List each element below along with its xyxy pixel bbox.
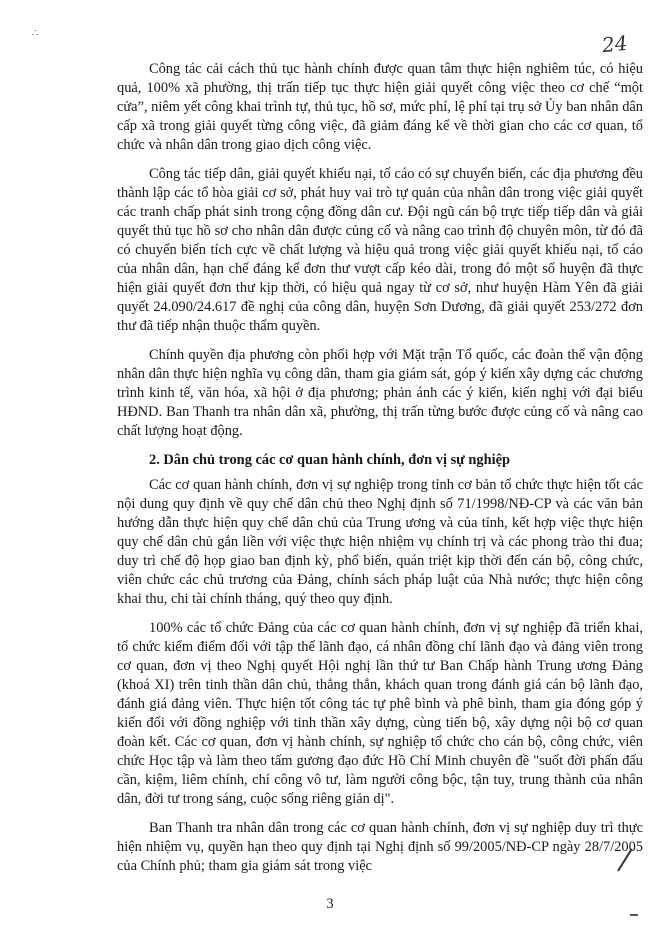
paragraph-party-organizations: 100% các tổ chức Đảng của các cơ quan hành chính, đơn vị sự nghiệp đã triển khai, tổ chức kiểm điểm đối với tập thể lãnh đạo, cá nhân đồng chí lãnh đạo và đảng viên trong cơ quan, đơn vị theo Nghị quyết Hội nghị lần thứ tư Ban Chấp hành Trung ương Đảng (khoá XI) trên tinh thần dân chủ, thẳng thắn, khách quan trong đánh giá cán bộ lãnh đạo, đánh giá đảng viên. Thực hiện tốt công tác tự phê bình và phê bình, tham gia đóng góp ý kiến đối với đồng nghiệp với tinh thần xây dựng, cùng tiến bộ, xây dựng nội bộ cơ quan đoàn kết. Các cơ quan, đơn vị hành chính, sự nghiệp tổ chức cho cán bộ, công chức, viên chức Học tập và làm theo tấm gương đạo đức Hồ Chí Minh chuyên đề "suốt đời phấn đấu cần, kiệm, liêm chính, chí công vô tư, làm người công bộc, tận tuy, trung thành của nhân dân, đời tư trong sáng, cuộc sống riêng giản dị". [117, 620, 643, 807]
handwritten-page-marker: 24 [600, 30, 629, 58]
document-body [117, 60, 643, 886]
scan-artifact-mark: ∴ [32, 28, 39, 39]
page-number: 3 [326, 896, 334, 912]
paragraph-admin-agencies: Các cơ quan hành chính, đơn vị sự nghiệp trong tỉnh cơ bản tổ chức thực hiện tốt các nội dung quy định về quy chế dân chủ theo Nghị định số 71/1998/NĐ-CP và các văn bản hướng dẫn thực hiện quy chế dân chủ của Trung ương và của tỉnh, kết hợp việc thực hiện quy chế dân chủ gắn liền với việc thực hiện nhiệm vụ chính trị và các phong trào thi đua; duy trì chế độ họp giao ban định kỳ, phổ biến, quán triệt kịp thời đến cán bộ, công chức, viên chức các chủ trương của Đảng, chính sách pháp luật của Nhà nước; thực hiện công khai thu, chi tài chính tháng, quý theo quy định. [117, 477, 643, 607]
paragraph-admin-reform: Công tác cải cách thủ tục hành chính được quan tâm thực hiện nghiêm túc, có hiệu quả, 100% xã phường, thị trấn tiếp tục thực hiện giải quyết công việc theo cơ chế “một cửa”, niêm yết công khai trình tự, thủ tục, hồ sơ, mức phí, lệ phí tại trụ sở Ủy ban nhân dân cấp xã trong giải quyết từng công việc, đã giảm đáng kể về thời gian cho các cơ quan, tổ chức và nhân dân trong giao dịch công việc. [117, 61, 643, 153]
scan-artifact-dash [630, 914, 638, 916]
paragraph-people-inspection: Ban Thanh tra nhân dân trong các cơ quan hành chính, đơn vị sự nghiệp duy trì thực hiện nhiệm vụ, quyền hạn theo quy định tại Nghị định số 99/2005/NĐ-CP ngày 28/7/2005 của Chính phủ; tham gia giám sát trong việc [117, 820, 643, 874]
paragraph-local-government: Chính quyền địa phương còn phối hợp với Mặt trận Tổ quốc, các đoàn thể vận động nhân dân thực hiện nghĩa vụ công dân, tham gia giám sát, góp ý kiến xây dựng các chương trình kinh tế, văn hóa, xã hội ở địa phương; phản ánh các ý kiến, kiến nghị với đại biểu HĐND. Ban Thanh tra nhân dân xã, phường, thị trấn từng bước được củng cố và nâng cao chất lượng hoạt động. [117, 347, 643, 439]
paragraph-citizen-reception: Công tác tiếp dân, giải quyết khiếu nại, tố cáo có sự chuyển biến, các địa phương đều thành lập các tổ hòa giải cơ sở, phát huy vai trò tự quản của nhân dân trong việc giải quyết các tranh chấp phát sinh trong cộng đồng dân cư. Đội ngũ cán bộ trực tiếp tiếp dân và giải quyết thủ tục hồ sơ cho nhân dân được củng cố và nâng cao trình độ chuyên môn, từ đó đã có chuyển biến tích cực về chất lượng và hiệu quả trong việc giải quyết khiếu nại, tố cáo của nhân dân, hạn chế đáng kể đơn thư vượt cấp kéo dài, trong đó một số huyện đã thực hiện giải quyết đơn thư kịp thời, có hiệu quả ngay từ cơ sở, như huyện Hàm Yên đã giải quyết 24.090/24.617 đề nghị của công dân, huyện Sơn Dương, đã giải quyết 253/272 đơn thư đã tiếp nhận thuộc thẩm quyền. [117, 166, 643, 334]
section-heading-2: 2. Dân chủ trong các cơ quan hành chính, đơn vị sự nghiệp [149, 452, 510, 468]
